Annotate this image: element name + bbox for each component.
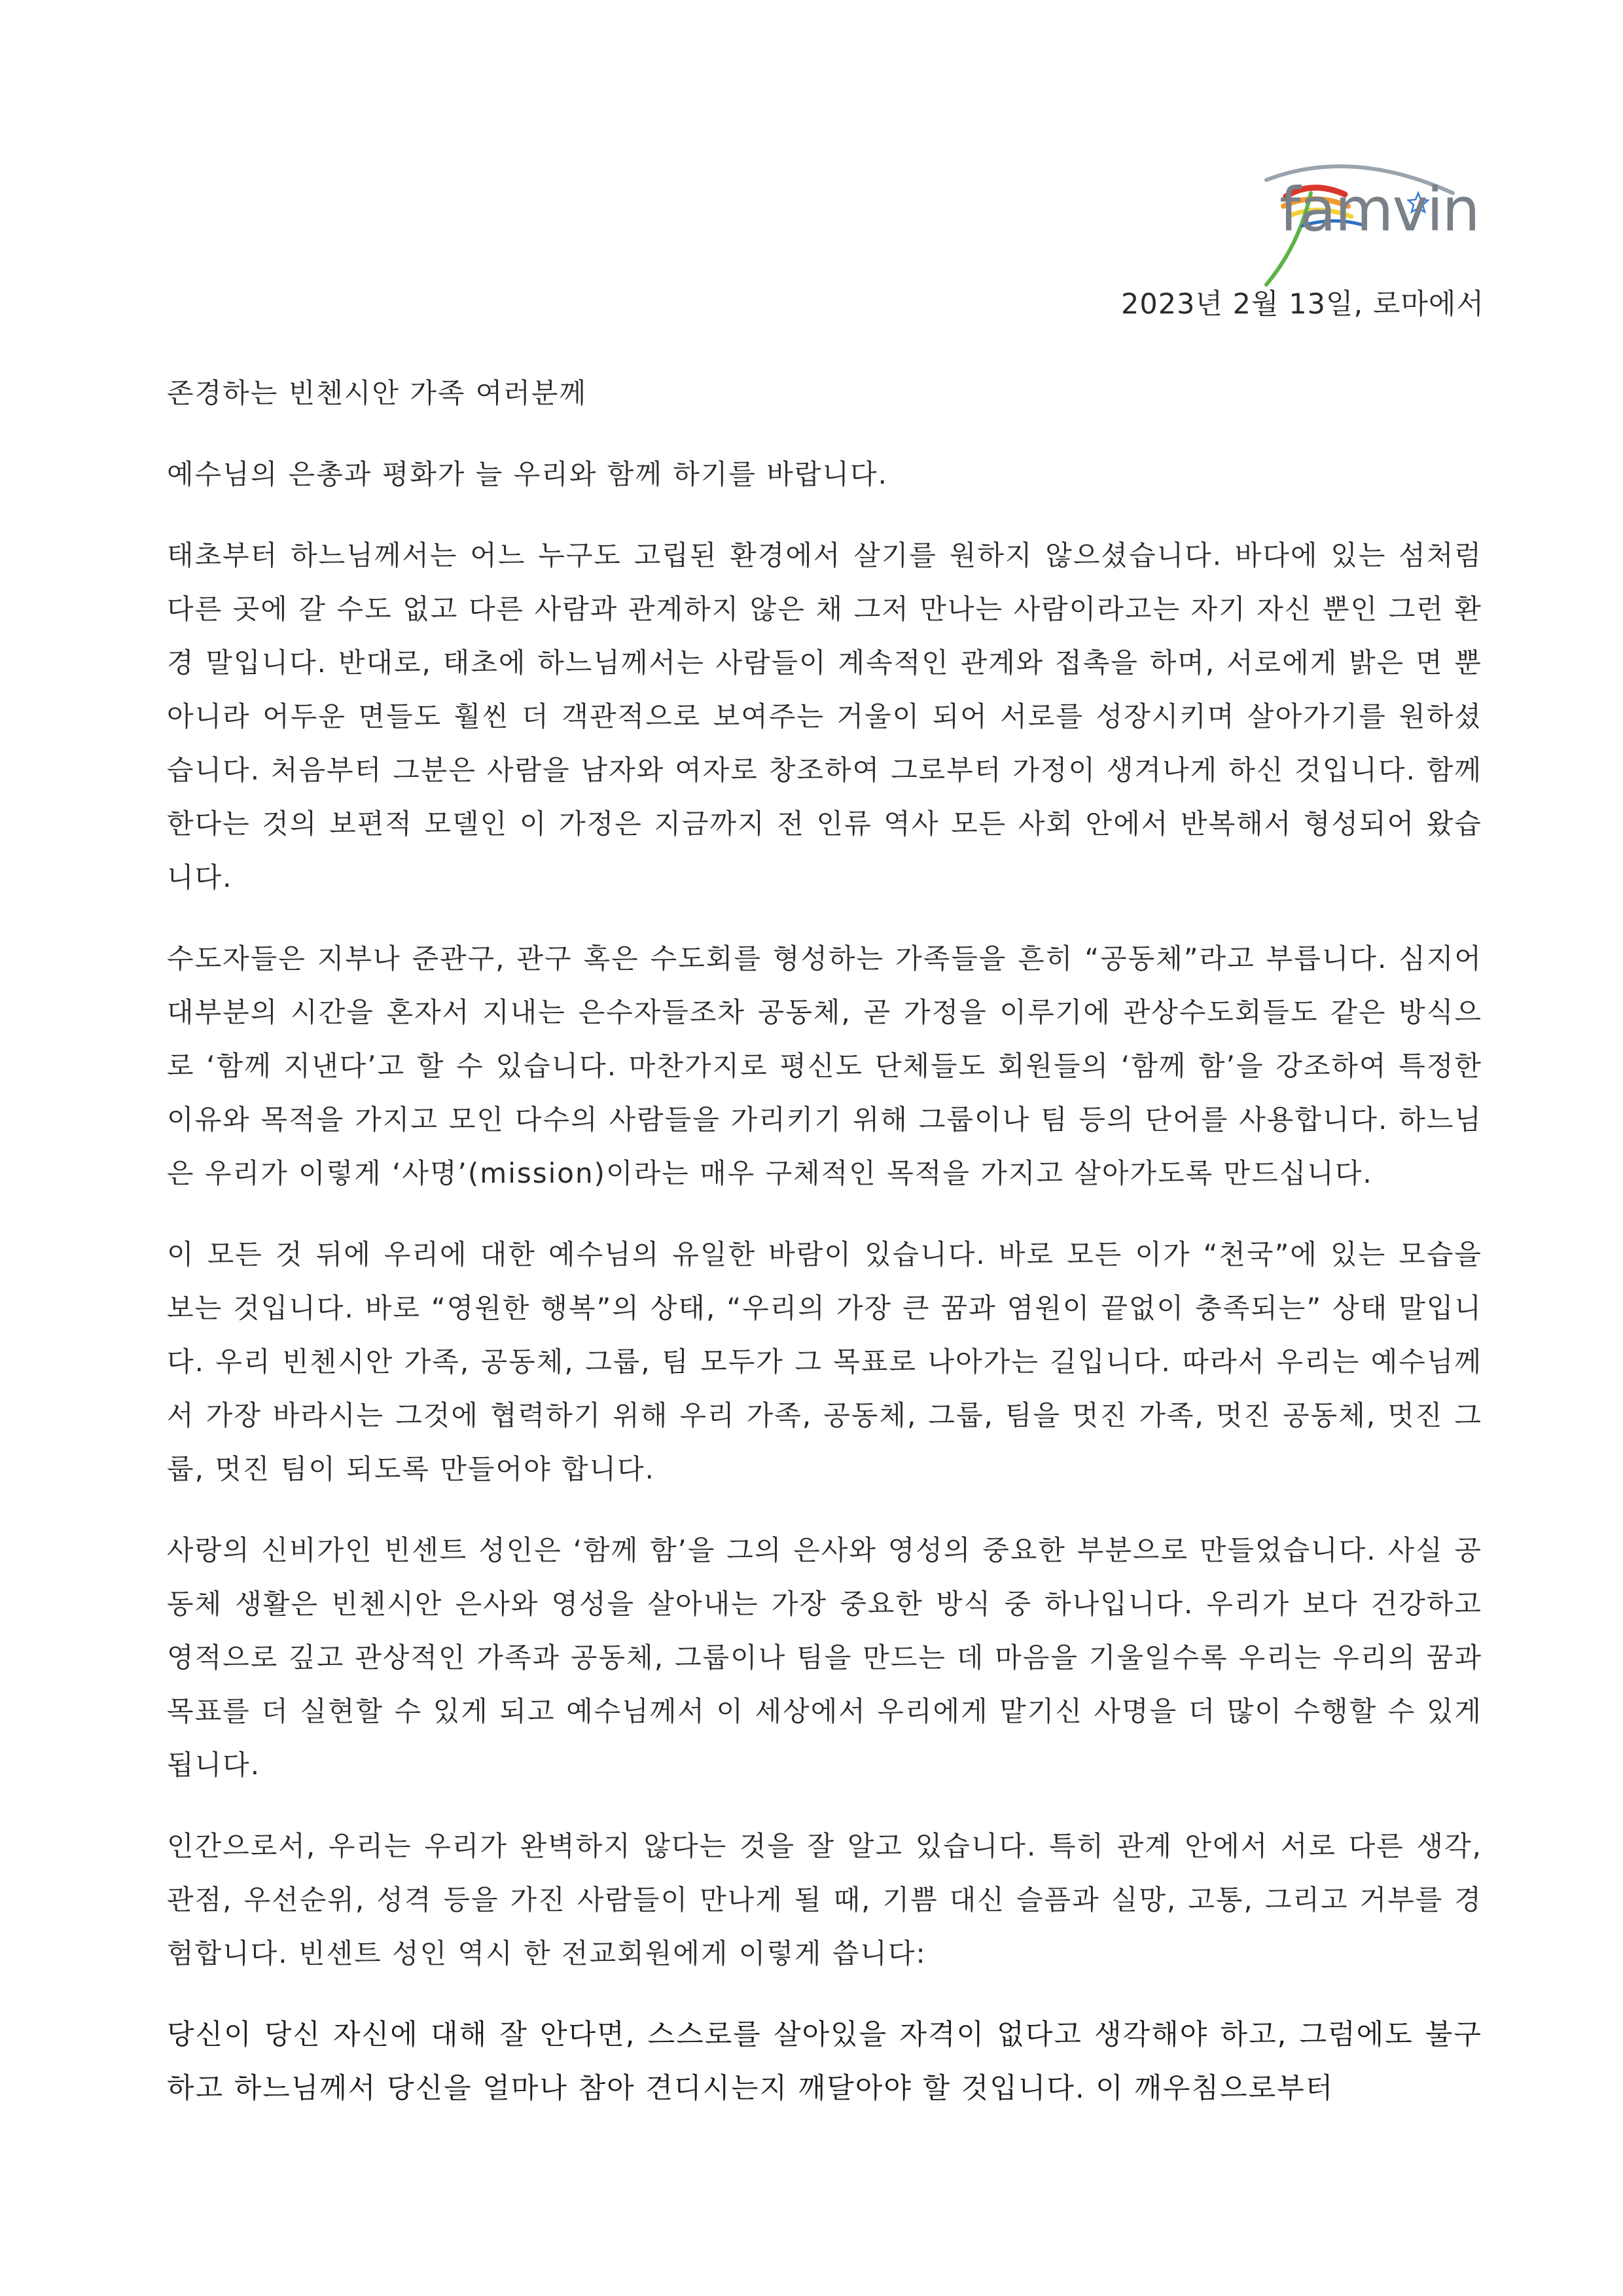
paragraph: 이 모든 것 뒤에 우리에 대한 예수님의 유일한 바람이 있습니다. 바로 모든 이가 “천국”에 있는 모습을 보는 것입니다. 바로 “영원한 행복”의 상태, “우리의 가장 큰 꿈과 염원이 끝없이 충족되는” 상태 말입니다. 우리 빈첸시안 가족, 공동체, 그룹, 팀 모두가 그 목표로 나아가는 길입니다. 따라서 우리는 예수님께서 가장 바라시는 그것에 협력하기 위해 우리 가족, 공동체, 그룹, 팀을 멋진 가족, 멋진 공동체, 멋진 그룹, 멋진 팀이 되도록 만들어야 합니다. bbox=[167, 1238, 1482, 1485]
paragraph: 인간으로서, 우리는 우리가 완벽하지 않다는 것을 잘 알고 있습니다. 특히 관계 안에서 서로 다른 생각, 관점, 우선순위, 성격 등을 가진 사람들이 만나게 될 때, 기쁨 대신 슬픔과 실망, 고통, 그리고 거부를 경험합니다. 빈센트 성인 역시 한 전교회원에게 이렇게 씁니다: bbox=[167, 1830, 1482, 1969]
greeting: 예수님의 은총과 평화가 늘 우리와 함께 하기를 바랍니다. bbox=[167, 458, 888, 490]
paragraph: 수도자들은 지부나 준관구, 관구 혹은 수도회를 형성하는 가족들을 흔히 “공동체”라고 부릅니다. 심지어 대부분의 시간을 혼자서 지내는 은수자들조차 공동체, 곧 가정을 이루기에 관상수도회들도 같은 방식으로 ‘함께 지낸다’고 할 수 있습니다. 마찬가지로 평신도 단체들도 회원들의 ‘함께 함’을 강조하여 특정한 이유와 목적을 가지고 모인 다수의 사람들을 가리키기 위해 그룹이나 팀 등의 단어를 사용합니다. 하느님은 우리가 이렇게 ‘사명’(mission)이라는 매우 구체적인 목적을 가지고 살아가도록 만드십니다. bbox=[167, 942, 1482, 1189]
salutation: 존경하는 빈첸시안 가족 여러분께 bbox=[167, 377, 588, 409]
letter-date: 2023년 2월 13일, 로마에서 bbox=[1121, 288, 1484, 321]
logo-text: famvin bbox=[1279, 175, 1479, 245]
paragraph: 태초부터 하느님께서는 어느 누구도 고립된 환경에서 살기를 원하지 않으셨습니다. 바다에 있는 섬처럼 다른 곳에 갈 수도 없고 다른 사람과 관계하지 않은 채 그저 만나는 사람이라고는 자기 자신 뿐인 그런 환경 말입니다. 반대로, 태초에 하느님께서는 사람들이 계속적인 관계와 접촉을 하며, 서로에게 밝은 면 뿐 아니라 어두운 면들도 훨씬 더 객관적으로 보여주는 거울이 되어 서로를 성장시키며 살아가기를 원하셨습니다. 처음부터 그분은 사람을 남자와 여자로 창조하여 그로부터 가정이 생겨나게 하신 것입니다. 함께 한다는 것의 보편적 모델인 이 가정은 지금까지 전 인류 역사 모든 사회 안에서 반복해서 형성되어 왔습니다. bbox=[167, 539, 1482, 893]
paragraph: 사랑의 신비가인 빈센트 성인은 ‘함께 함’을 그의 은사와 영성의 중요한 부분으로 만들었습니다. 사실 공동체 생활은 빈첸시안 은사와 영성을 살아내는 가장 중요한 방식 중 하나입니다. 우리가 보다 건강하고 영적으로 깊고 관상적인 가족과 공동체, 그룹이나 팀을 만드는 데 마음을 기울일수록 우리는 우리의 꿈과 목표를 더 실현할 수 있게 되고 예수님께서 이 세상에서 우리에게 맡기신 사명을 더 많이 수행할 수 있게 됩니다. bbox=[167, 1534, 1482, 1781]
famvin-logo bbox=[1240, 154, 1479, 298]
quoted-passage: 당신이 당신 자신에 대해 잘 안다면, 스스로를 살아있을 자격이 없다고 생각해야 하고, 그럼에도 불구하고 하느님께서 당신을 얼마나 참아 견디시는지 깨달아야 할 것입니다. 이 깨우침으로부터 bbox=[167, 2018, 1482, 2105]
letter-body bbox=[167, 367, 1482, 2115]
